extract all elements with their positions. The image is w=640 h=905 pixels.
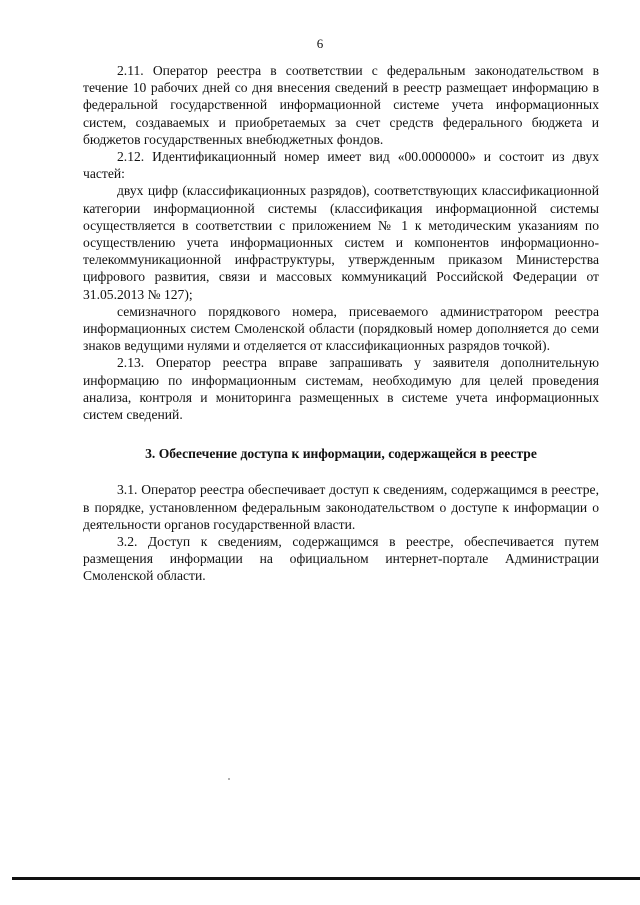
scan-speck xyxy=(228,778,230,780)
paragraph-3-1: 3.1. Оператор реестра обеспечивает доступ к сведениям, содержащимся в реестре, в порядке, установленном федеральным законодательством о доступе к информации о деятельности органов государственной власти. xyxy=(83,482,599,532)
paragraph-3-2: 3.2. Доступ к сведениям, содержащимся в реестре, обеспечивается путем размещения информации на официальном интернет-портале Администрации Смоленской области. xyxy=(83,534,599,584)
paragraph-2-12: 2.12. Идентификационный номер имеет вид «00.0000000» и состоит из двух частей: xyxy=(83,149,599,182)
section-heading: 3. Обеспечение доступа к информации, содержащейся в реестре xyxy=(145,446,537,462)
paragraph-2-12-part-2: семизначного порядкового номера, присеваемого администратором реестра информационных систем Смоленской области (порядковый номер дополняется до семи знаков ведущими нулями и отделяется от классификационных разрядов точкой). xyxy=(83,303,599,354)
page-number: 6 xyxy=(316,36,324,51)
footer-rule xyxy=(12,877,640,880)
paragraph-2-11: 2.11. Оператор реестра в соответствии с федеральным законодательством в течение 10 рабочих дней со дня внесения сведений в реестр размещает информацию в федеральной государственной информационной системе учета информационных систем, создаваемых и приобретаемых за счет средств федерального бюджета и бюджетов государственных внебюджетных фондов. xyxy=(83,63,599,147)
paragraph-2-13: 2.13. Оператор реестра вправе запрашивать у заявителя дополнительную информацию по информационным системам, необходимую для целей проведения анализа, контроля и мониторинга размещенных в системе учета информационных систем сведений. xyxy=(83,355,599,423)
document-body xyxy=(83,62,599,585)
paragraph-2-12-part-1: двух цифр (классификационных разрядов), соответствующих классификационной категории информационной системы (классификация информационной системы осуществляется в соответствии с приложением № 1 к методическим указаниям по осуществлению учета информационных систем и компонентов информационно-телекоммуникационной инфраструктуры, утвержденным приказом Министерства цифрового развития, связи и массовых коммуникаций Российской Федерации от 31.05.2013 № 127); xyxy=(83,183,599,302)
